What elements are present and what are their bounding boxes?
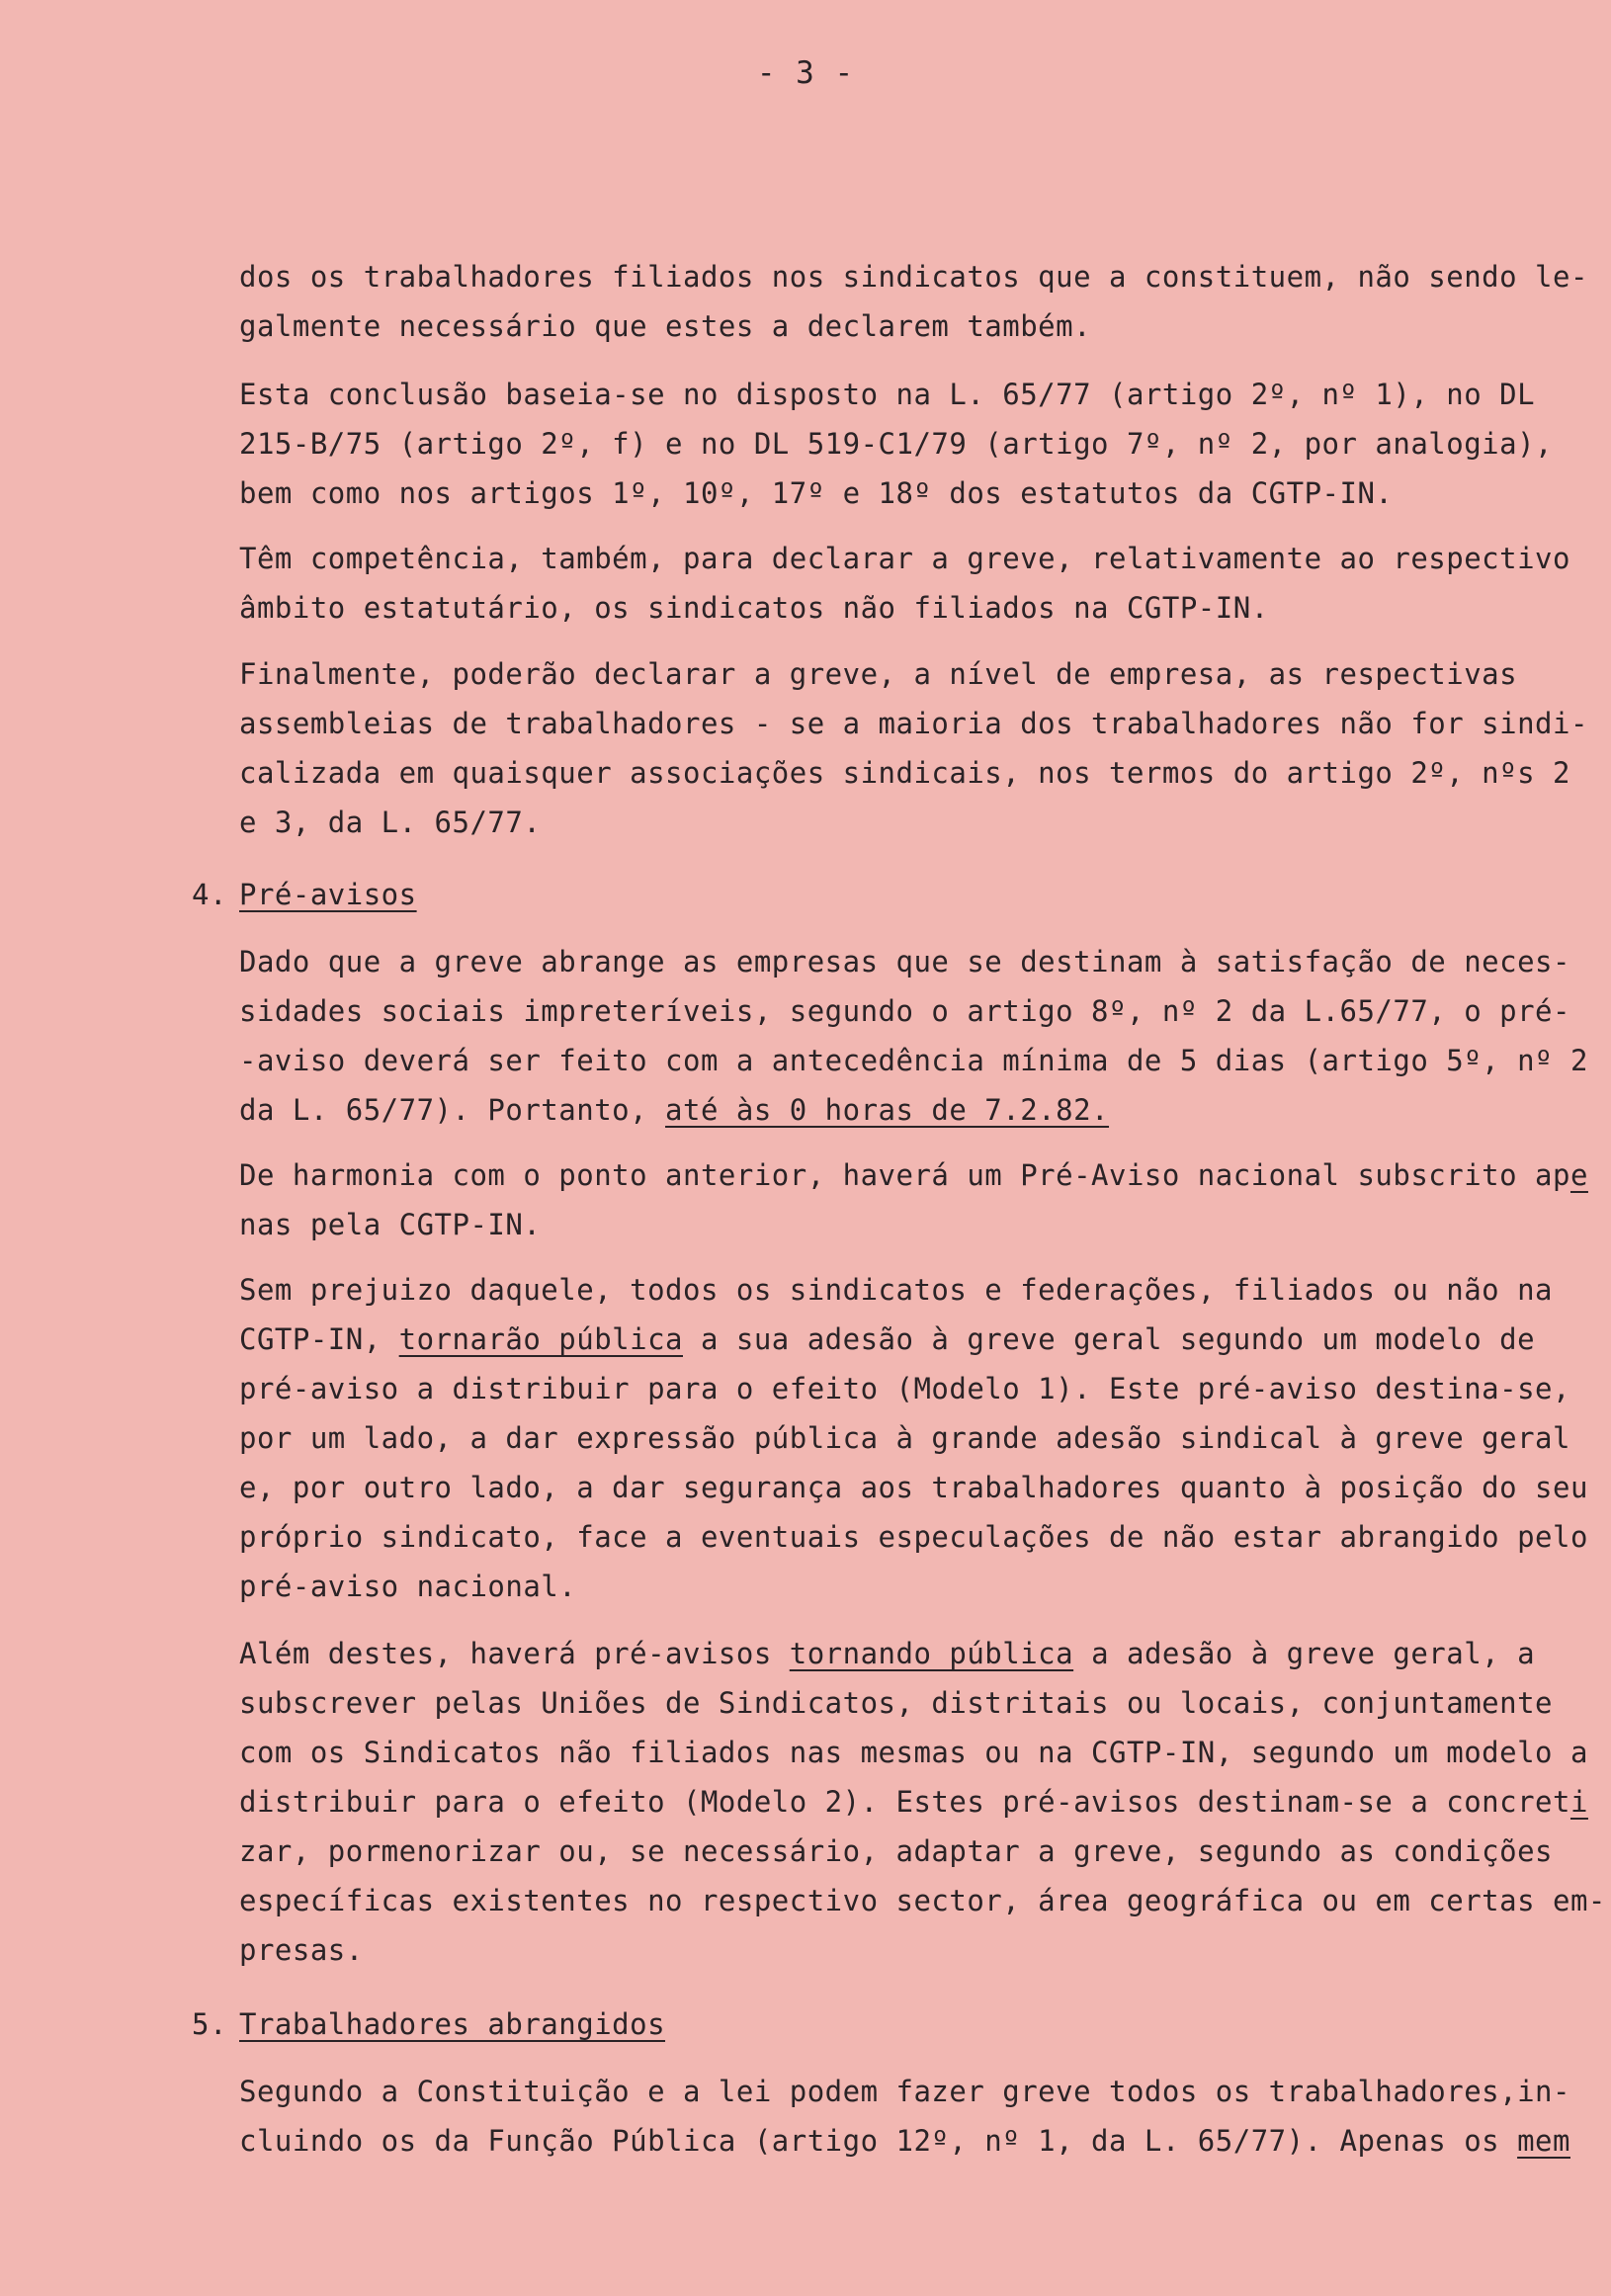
paragraph-9 — [239, 2067, 1570, 2166]
text-line: com os Sindicatos não filiados nas mesmas ou na CGTP-IN, segundo um modelo a — [239, 1736, 1588, 1769]
text-line: sidades sociais impreteríveis, segundo o artigo 8º, nº 2 da L.65/77, o pré- — [239, 994, 1570, 1028]
text-line: zar, pormenorizar ou, se necessário, adaptar a greve, segundo as condições — [239, 1834, 1554, 1868]
text-line: calizada em quaisquer associações sindicais, nos termos do artigo 2º, nºs 2 — [239, 756, 1570, 790]
underlined-text: até às 0 horas de 7.2.82. — [665, 1093, 1110, 1127]
text-line: pré-aviso a distribuir para o efeito (Modelo 1). Este pré-aviso destina-se, — [239, 1372, 1570, 1405]
text-line: por um lado, a dar expressão pública à grande adesão sindical à greve geral — [239, 1421, 1570, 1455]
underlined-text: mem — [1517, 2124, 1570, 2158]
text-span: CGTP-IN, — [239, 1322, 399, 1356]
page-number: - 3 - — [756, 55, 855, 91]
text-line: e, por outro lado, a dar segurança aos trabalhadores quanto à posição do seu — [239, 1471, 1588, 1504]
underlined-text: e — [1569, 1158, 1588, 1192]
text-line — [239, 1629, 1536, 1678]
underlined-text: tornando pública — [789, 1637, 1074, 1670]
text-span: Além destes, haverá pré-avisos — [239, 1637, 790, 1670]
text-line: pré-aviso nacional. — [239, 1570, 577, 1603]
text-line: Esta conclusão baseia-se no disposto na L. 65/77 (artigo 2º, nº 1), no DL — [239, 378, 1536, 411]
text-line: bem como nos artigos 1º, 10º, 17º e 18º dos estatutos da CGTP-IN. — [239, 476, 1394, 510]
text-line: específicas existentes no respectivo sector, área geográfica ou em certas em- — [239, 1884, 1606, 1917]
text-line: nas pela CGTP-IN. — [239, 1208, 542, 1241]
paragraph-3 — [239, 534, 1570, 633]
text-line: Sem prejuizo daquele, todos os sindicatos e federações, filiados ou não na — [239, 1273, 1554, 1307]
underlined-text: tornarão pública — [398, 1322, 683, 1356]
paragraph-4 — [239, 649, 1588, 847]
text-line — [239, 2116, 1570, 2166]
section-title: Trabalhadores abrangidos — [239, 2007, 666, 2041]
text-line: galmente necessário que estes a declarem também. — [239, 309, 1092, 343]
text-span: cluindo os da Função Pública (artigo 12º, nº 1, da L. 65/77). Apenas os — [239, 2124, 1518, 2158]
text-span: da L. 65/77). Portanto, — [239, 1093, 666, 1127]
paragraph-1 — [239, 252, 1588, 351]
section-title: Pré-avisos — [239, 878, 417, 911]
underlined-text: i — [1569, 1785, 1588, 1819]
text-line: dos os trabalhadores filiados nos sindicatos que a constituem, não sendo le- — [239, 260, 1588, 294]
text-line: Segundo a Constituição e a lei podem fazer greve todos os trabalhadores,in- — [239, 2075, 1570, 2108]
paragraph-8 — [239, 1629, 1606, 1975]
text-line: Finalmente, poderão declarar a greve, a nível de empresa, as respectivas — [239, 657, 1518, 691]
text-line: 215-B/75 (artigo 2º, f) e no DL 519-C1/79 (artigo 7º, nº 2, por analogia), — [239, 427, 1554, 461]
text-span: a sua adesão à greve geral segundo um modelo de — [683, 1322, 1536, 1356]
text-line: assembleias de trabalhadores - se a maioria dos trabalhadores não for sindi- — [239, 707, 1588, 740]
section-heading-5 — [192, 1999, 665, 2049]
text-span: a adesão à greve geral, a — [1073, 1637, 1536, 1670]
text-line: próprio sindicato, face a eventuais especulações de não estar abrangido pelo — [239, 1520, 1588, 1554]
section-heading-4 — [192, 870, 417, 919]
section-number: 5. — [192, 2007, 227, 2041]
section-number: 4. — [192, 878, 227, 911]
text-line — [239, 1085, 1494, 1135]
text-line: e 3, da L. 65/77. — [239, 806, 542, 839]
text-line — [239, 1150, 1588, 1200]
text-span: distribuir para o efeito (Modelo 2). Estes pré-avisos destinam-se a concret — [239, 1785, 1570, 1819]
text-line: âmbito estatutário, os sindicatos não filiados na CGTP-IN. — [239, 591, 1269, 625]
text-line — [239, 1777, 1588, 1827]
paragraph-2 — [239, 370, 1554, 518]
text-line: -aviso deverá ser feito com a antecedência mínima de 5 dias (artigo 5º, nº 2 — [239, 1044, 1588, 1077]
paragraph-7 — [239, 1265, 1588, 1611]
paragraph-6 — [239, 1150, 1588, 1249]
text-span: De harmonia com o ponto anterior, haverá um Pré-Aviso nacional subscrito ap — [239, 1158, 1570, 1192]
text-line: subscrever pelas Uniões de Sindicatos, distritais ou locais, conjuntamente — [239, 1686, 1554, 1720]
text-line: Dado que a greve abrange as empresas que se destinam à satisfação de neces- — [239, 945, 1570, 978]
text-line: Têm competência, também, para declarar a greve, relativamente ao respectivo — [239, 542, 1570, 575]
text-line — [239, 1315, 1536, 1364]
text-line: presas. — [239, 1933, 364, 1967]
paragraph-5 — [239, 937, 1588, 1135]
